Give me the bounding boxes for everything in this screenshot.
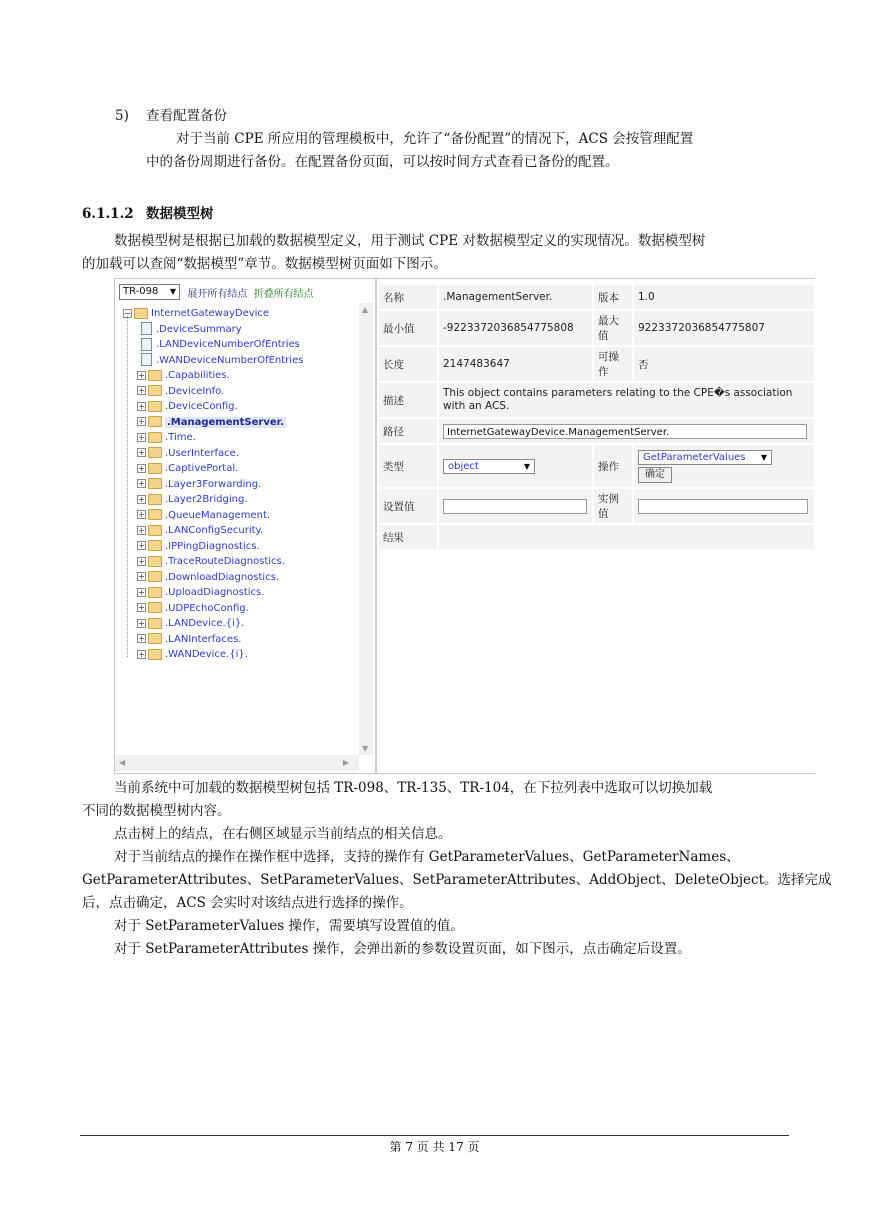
desc-label: 描述 [378,382,438,418]
tree-toolbar [119,284,314,300]
type-select[interactable] [443,459,535,474]
tree-node-label: .CaptivePortal. [165,463,239,474]
tree-folder[interactable] [137,477,261,492]
name-label: 名称 [378,284,438,310]
tree-folder[interactable] [137,570,279,585]
tree-folder[interactable] [137,399,238,414]
tree-folder[interactable] [137,461,238,476]
expand-icon[interactable]: + [138,618,145,628]
folder-icon [148,478,162,489]
section-title: 数据模型树 [146,206,214,222]
version-label: 版本 [593,284,633,310]
tree-folder[interactable] [137,616,244,631]
document-icon [141,353,152,366]
min-label: 最小值 [378,310,438,346]
tree-node-label: .UDPEchoConfig. [165,602,249,614]
tree-node-label: .LANInterfaces. [165,633,242,645]
tree-node-label: .UploadDiagnostics. [165,587,265,598]
expand-icon[interactable]: + [138,432,145,442]
max-label: 最大值 [593,310,633,346]
tree-node-label: .QueueManagement. [165,509,271,521]
tree-folder[interactable] [137,492,248,507]
type-label: 类型 [378,444,438,488]
model-select-value: TR-098 [123,286,159,297]
folder-icon [148,463,162,474]
collapse-icon[interactable]: − [124,308,131,318]
tree-folder[interactable] [137,415,286,430]
tree-node-label: .WANDeviceNumberOfEntries [156,354,304,366]
folder-icon [148,556,162,567]
collapse-all-link[interactable]: 折叠所有结点 [253,288,314,300]
length-label: 长度 [378,346,438,382]
expand-icon[interactable]: + [138,603,145,612]
tree-folder[interactable] [137,647,248,662]
paragraph-line: GetParameterAttributes、SetParameterValues、SetParameterAttributes、AddObject、DeleteObject。选择完成 [82,872,832,888]
folder-icon [148,587,162,598]
folder-icon [148,525,162,536]
tree-folder[interactable] [137,508,270,523]
folder-icon [148,401,162,412]
horizontal-scrollbar[interactable] [115,755,359,771]
tree-leaf[interactable] [141,322,242,337]
page-footer: 第 7 页 共 17 页 [389,1140,480,1154]
tree-node-label: .UserInterface. [165,447,239,459]
tree-node-label: .Layer3Forwarding. [165,478,262,490]
tree-node-label: .IPPingDiagnostics. [165,540,260,552]
scroll-down-icon[interactable]: ▼ [362,744,369,753]
tree-node-label: .Layer2Bridging. [165,494,248,505]
folder-icon [148,571,162,582]
expand-icon[interactable]: + [138,572,145,581]
expand-icon[interactable]: + [138,479,145,488]
folder-icon [148,633,162,644]
paragraph-line: 数据模型树是根据已加载的数据模型定义，用于测试 CPE 对数据模型定义的实现情况。数据模型树 [114,233,706,249]
vertical-scrollbar[interactable] [359,303,373,755]
expand-icon[interactable]: + [138,417,145,426]
operation-select-value: GetParameterValues [643,451,746,463]
folder-icon [148,602,162,613]
paragraph-line: 当前系统中可加载的数据模型树包括 TR-098、TR-135、TR-104，在下拉列表中选取可以切换加载 [114,780,713,796]
folder-icon [148,416,162,427]
tree-node-label: .Capabilities. [165,370,230,381]
tree-folder[interactable] [137,368,230,383]
folder-icon [148,540,162,551]
instance-label: 实例值 [593,488,633,524]
tree-node-label: .DeviceConfig. [165,401,238,412]
expand-icon[interactable]: + [138,525,145,535]
tree-node-label: .TraceRouteDiagnostics. [165,556,285,567]
instance-input[interactable] [638,499,808,514]
list-number: 5) [115,108,129,124]
tree-pane [115,279,377,773]
tree-folder[interactable] [137,446,239,461]
operation-select[interactable] [638,450,772,465]
tree-node-label: .DownloadDiagnostics. [165,571,280,583]
scroll-up-icon[interactable]: ▲ [362,305,369,314]
path-field[interactable]: InternetGatewayDevice.ManagementServer. [443,424,807,439]
max-value: 9223372036854775807 [633,310,815,346]
operable-value: 否 [633,346,815,382]
expand-icon[interactable]: + [138,556,145,566]
expand-icon[interactable]: + [138,649,145,659]
tree-node-label: InternetGatewayDevice [151,308,270,319]
paragraph-line: 的加载可以查阅“数据模型”章节。数据模型树页面如下图示。 [82,256,447,272]
tree-node-label: .LANDevice.{i}. [165,618,245,629]
version-value: 1.0 [633,284,815,310]
expand-icon[interactable]: + [138,634,145,643]
footer-rule [80,1135,789,1136]
set-value-input[interactable] [443,499,587,514]
name-value: .ManagementServer. [438,284,593,310]
list-heading: 查看配置备份 [146,108,227,124]
folder-open-icon [134,308,148,319]
folder-icon [148,370,162,381]
paragraph-line: 后，点击确定，ACS 会实时对该结点进行选择的操作。 [82,895,413,911]
tree-folder[interactable] [137,632,241,647]
tree-node-label: .DeviceInfo. [165,385,225,397]
tree-node-label: .LANDeviceNumberOfEntries [156,339,300,350]
tree-node-label: .ManagementServer. [167,416,284,428]
folder-icon [148,385,162,396]
type-select-value: object [448,460,479,472]
document-icon [141,338,152,351]
paragraph-line: 对于 SetParameterAttributes 操作，会弹出新的参数设置页面，如下图示，点击确定后设置。 [114,941,691,957]
operable-label: 可操作 [593,346,633,382]
paragraph-line: 对于 SetParameterValues 操作，需要填写设置值的值。 [114,918,464,934]
result-label: 结果 [378,524,438,550]
folder-icon [148,432,162,443]
tree-folder[interactable] [137,384,224,399]
tree-guide-line [127,316,128,657]
expand-icon[interactable]: + [138,401,145,411]
op-label: 操作 [593,444,633,488]
set-value-label: 设置值 [378,488,438,524]
tree-leaf[interactable] [141,353,303,368]
folder-icon [148,649,162,660]
tree-folder[interactable] [137,539,260,554]
paragraph-line: 点击树上的结点，在右侧区域显示当前结点的相关信息。 [114,826,452,842]
result-value [438,524,815,550]
tree-node-label: .WANDevice.{i}. [165,649,248,660]
tree-node-label: .Time. [165,432,196,443]
expand-icon[interactable]: + [138,510,145,519]
tree-folder[interactable] [137,430,196,445]
folder-icon [148,618,162,629]
expand-icon[interactable]: + [138,463,145,473]
tree-root[interactable] [123,306,269,321]
tree-folder[interactable] [137,585,264,600]
data-model-tree-screenshot [114,278,815,774]
expand-icon[interactable]: + [138,386,145,395]
expand-icon[interactable]: + [138,494,145,504]
path-label: 路径 [378,418,438,444]
length-value: 2147483647 [438,346,593,382]
confirm-button[interactable]: 确定 [638,467,672,483]
tree-folder[interactable] [137,601,249,616]
tree-node-label: .DeviceSummary [156,323,242,335]
properties-pane [377,283,816,551]
expand-icon[interactable]: + [138,541,145,550]
paragraph-line: 对于当前 CPE 所应用的管理模板中，允许了“备份配置”的情况下，ACS 会按管理配置 [176,131,694,147]
tree-folder[interactable] [137,523,263,538]
paragraph-line: 不同的数据模型树内容。 [82,803,231,819]
desc-value: This object contains parameters relating to the CPE�s association with an ACS. [438,382,815,418]
folder-icon [148,494,162,505]
paragraph-line: 中的备份周期进行备份。在配置备份页面，可以按时间方式查看已备份的配置。 [146,154,619,170]
expand-icon[interactable]: + [138,448,145,457]
chevron-down-icon: ▼ [523,461,530,471]
min-value: -9223372036854775808 [438,310,593,346]
section-number: 6.1.1.2 [82,206,134,222]
tree-folder[interactable] [137,554,285,569]
chevron-down-icon: ▼ [760,452,767,462]
expand-icon[interactable]: + [138,587,145,597]
expand-icon[interactable]: + [138,370,145,380]
chevron-down-icon: ▼ [169,287,176,296]
model-select[interactable] [119,284,180,300]
properties-table [377,283,816,551]
scroll-right-icon[interactable]: ▶ [342,758,349,767]
scroll-left-icon[interactable]: ◀ [119,758,126,767]
expand-all-link[interactable]: 展开所有结点 [187,288,248,300]
folder-icon [148,509,162,520]
document-icon [141,322,152,335]
folder-icon [148,447,162,458]
tree-node-label: .LANConfigSecurity. [165,525,264,536]
tree-leaf[interactable] [141,337,300,352]
paragraph-line: 对于当前结点的操作在操作框中选择，支持的操作有 GetParameterValues、GetParameterNames、 [114,849,740,865]
